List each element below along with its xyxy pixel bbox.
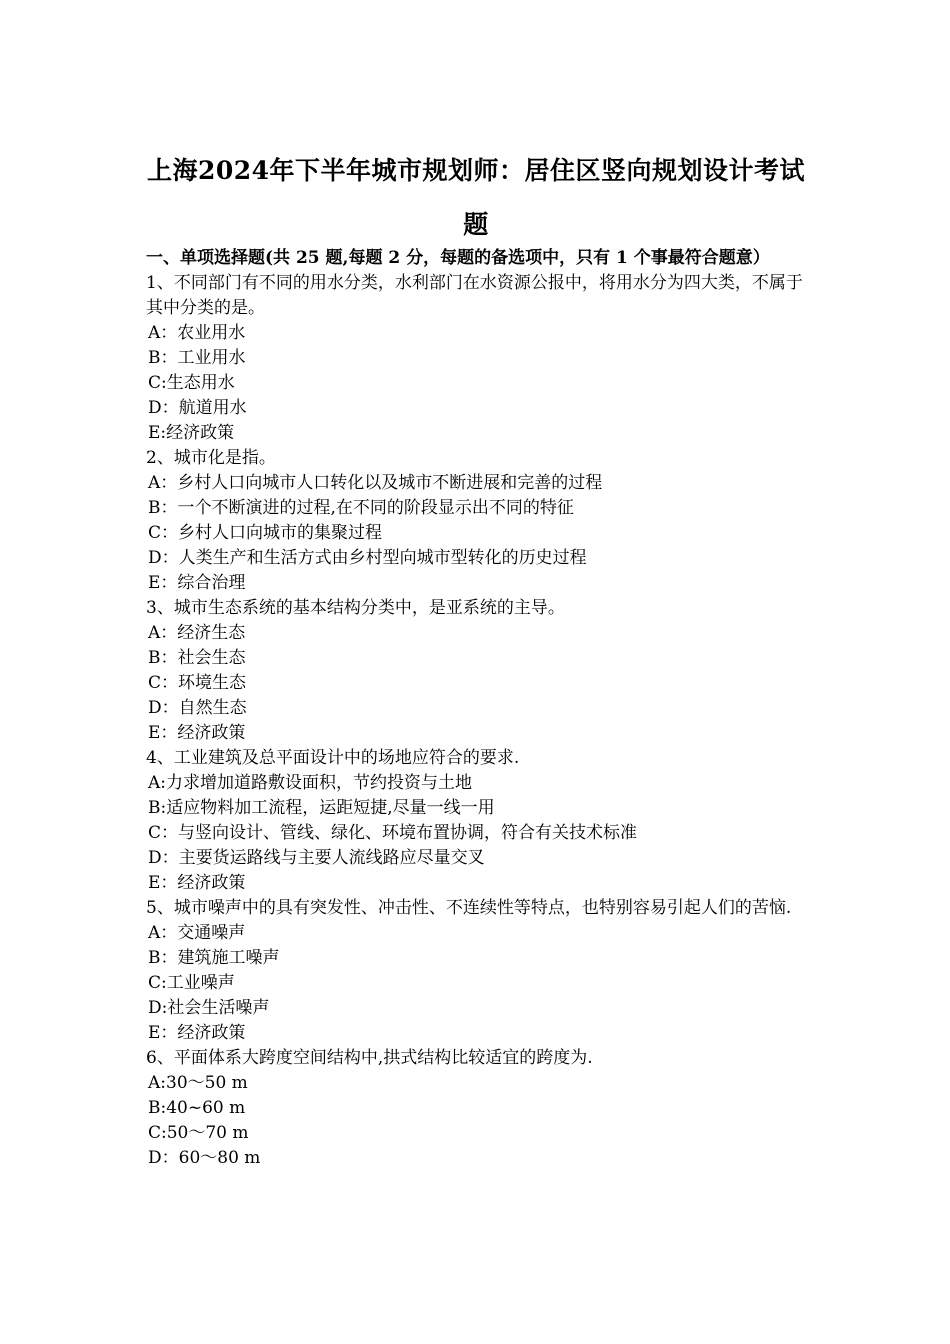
option-a: A：经济生态 [148, 623, 246, 643]
option-c: C：环境生态 [148, 673, 247, 693]
option-c: C：乡村人口向城市的集聚过程 [148, 523, 383, 543]
option-b: B:适应物料加工流程，运距短捷,尽量一线一用 [148, 798, 495, 818]
question-text: 2、城市化是指。 [146, 448, 276, 468]
option-c: C:生态用水 [148, 373, 235, 393]
question-text: 6、平面体系大跨度空间结构中,拱式结构比较适宜的跨度为. [146, 1048, 593, 1068]
option-a: A:力求增加道路敷设面积，节约投资与土地 [148, 773, 473, 793]
question-text: 3、城市生态系统的基本结构分类中，是亚系统的主导。 [146, 598, 565, 618]
question-6 [146, 1046, 818, 1171]
question-text: 4、工业建筑及总平面设计中的场地应符合的要求. [146, 748, 520, 768]
option-a: A：乡村人口向城市人口转化以及城市不断进展和完善的过程 [148, 473, 603, 493]
option-e: E：经济政策 [148, 1023, 246, 1043]
option-d: D:社会生活噪声 [148, 998, 270, 1018]
question-text: 1、不同部门有不同的用水分类，水利部门在水资源公报中，将用水分为四大类，不属于其中分类的是。 [146, 273, 803, 318]
option-c: C:50～70 m [148, 1123, 249, 1143]
option-b: B：建筑施工噪声 [148, 948, 280, 968]
option-b: B：工业用水 [148, 348, 246, 368]
option-e: E：经济政策 [148, 873, 246, 893]
option-a: A:30～50 m [148, 1073, 248, 1093]
option-b: B:40~60 m [148, 1098, 246, 1118]
question-text: 5、城市噪声中的具有突发性、冲击性、不连续性等特点，也特别容易引起人们的苦恼. [146, 898, 792, 918]
question-1 [146, 271, 818, 446]
document-title-line-2: 题 [463, 210, 489, 239]
option-e: E：综合治理 [148, 573, 246, 593]
option-d: D：60～80 m [148, 1148, 261, 1168]
option-d: D：人类生产和生活方式由乡村型向城市型转化的历史过程 [148, 548, 587, 568]
option-b: B：社会生态 [148, 648, 246, 668]
option-a: A：交通噪声 [148, 923, 246, 943]
question-2 [146, 446, 818, 596]
option-b: B：一个不断演进的过程,在不同的阶段显示出不同的特征 [148, 498, 574, 518]
option-c: C:工业噪声 [148, 973, 235, 993]
option-d: D：主要货运路线与主要人流线路应尽量交叉 [148, 848, 485, 868]
option-c: C：与竖向设计、管线、绿化、环境布置协调，符合有关技术标准 [148, 823, 638, 843]
question-3 [146, 596, 818, 746]
question-4 [146, 746, 818, 896]
option-d: D：航道用水 [148, 398, 247, 418]
document-title-line-1: 上海2024年下半年城市规划师：居住区竖向规划设计考试 [146, 156, 806, 185]
document-body [146, 246, 818, 1171]
option-a: A：农业用水 [148, 323, 246, 343]
document-title [140, 144, 812, 252]
option-e: E:经济政策 [148, 423, 235, 443]
option-d: D：自然生态 [148, 698, 247, 718]
option-e: E：经济政策 [148, 723, 246, 743]
question-5 [146, 896, 818, 1046]
section-heading: 一、单项选择题(共 25 题,每题 2 分，每题的备选项中，只有 1 个事最符合题意） [146, 248, 770, 268]
